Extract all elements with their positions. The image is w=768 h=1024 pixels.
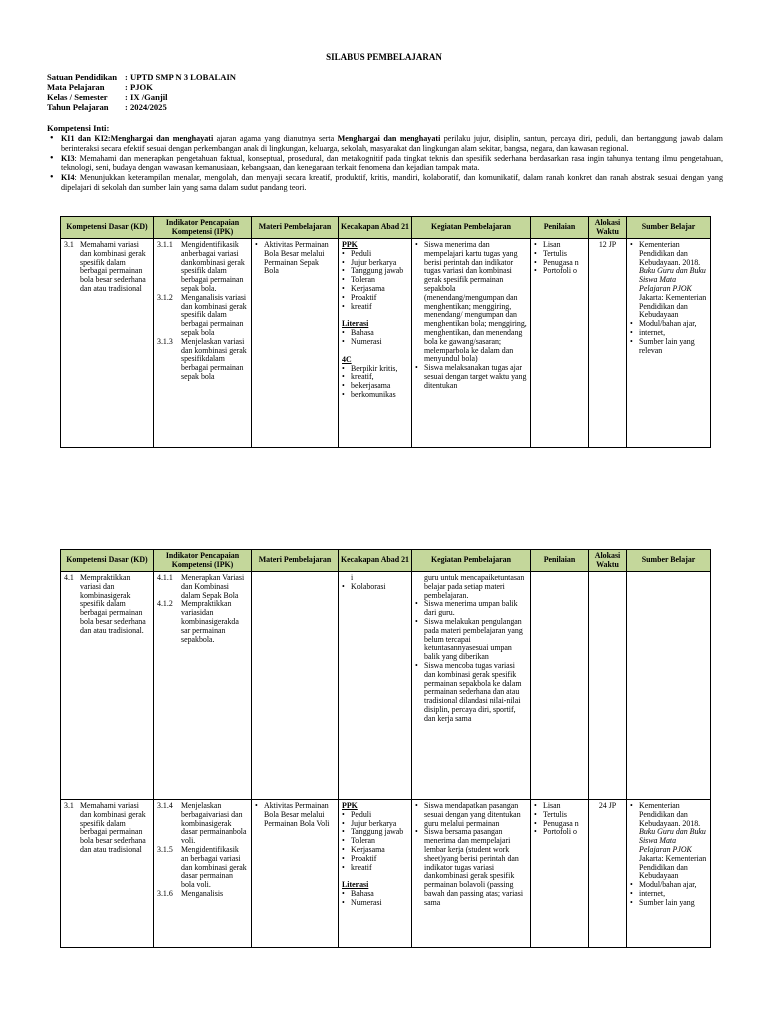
penilaian-item: • Portofoli o (534, 828, 585, 837)
ppk-item: • kreatif (342, 864, 408, 873)
sumber-item: • Modul/bahan ajar, (630, 881, 707, 890)
header-abad: Kecakapan Abad 21 (339, 550, 412, 572)
sumber-item: • internet, (630, 890, 707, 899)
header-penilaian: Penilaian (531, 217, 589, 239)
ppk-item: • Jujur berkarya (342, 820, 408, 829)
abad-item: • Kolaborasi (342, 583, 408, 592)
4c-item: • berkomunikas (342, 391, 408, 400)
ppk-heading: PPK (342, 240, 358, 249)
sumber-cell (627, 572, 711, 800)
materi-cell (252, 239, 339, 448)
sumber-text-a: Kementerian Pendidikan dan Kebudayaan. 2018. (639, 240, 701, 267)
class-label: Kelas / Semester (47, 92, 108, 102)
literasi-heading: Literasi (342, 319, 369, 329)
syllabus-table-1 (60, 216, 711, 448)
header-ipk: Indikator Pencapaian Kompetensi (IPK) (154, 217, 252, 239)
class-value: : IX /Ganjil (125, 92, 168, 102)
ipk-text: Mengidentifikasik anberbagai variasi dankombinasi gerak spesifik dalam berbagai permainan sepak bola. (181, 240, 245, 293)
sumber-item: • Sumber lain yang (630, 899, 707, 908)
materi-cell (252, 800, 339, 948)
ipk-text: Menjelaskan berbagaivariasi dan kombinasigerak dasar permainanbola voli. (181, 801, 247, 846)
school-label: Satuan Pendidikan (47, 72, 117, 82)
ki-item-3 (47, 154, 723, 174)
4c-item: • kreatif, (342, 373, 408, 382)
year-value: : 2024/2025 (125, 102, 167, 112)
ipk-number: 3.1.5 (157, 844, 173, 854)
sumber-cell (627, 239, 711, 448)
kegiatan-item: • Siswa menerima umpan balik dari guru. (415, 600, 527, 618)
page-title: SILABUS PEMBELAJARAN (326, 52, 442, 62)
penilaian-item: • Portofoli o (534, 267, 585, 276)
ki-item-1 (47, 134, 723, 154)
ppk-item: • Kerjasama (342, 846, 408, 855)
ipk-number: 3.1.1 (157, 240, 173, 249)
kegiatan-item: • Siswa mencoba tugas variasi dan kombinasi gerak spesifik permainan sepakbola ke dalam permainan sederhana dan atau tradisional dilandasi nilai-nilai disiplin, percaya diri, sportif, dan kerja sama (415, 662, 527, 724)
ki3-text: : Memahami dan menerapkan pengetahuan faktual, konseptual, prosedural, dan metakognitif pada tingkat teknis dan spesifik sederhana berdasarkan rasa ingin tahunya tentang ilmu pengetahuan, teknologi, seni, budaya dengan wawasan kemanusiaan, kebangsaan, dan kenegaraan terkait fenomena dan kejadian tampak mata. (61, 153, 723, 173)
materi-item: • Aktivitas Permainan Bola Besar melalui Permainan Sepak Bola (255, 241, 335, 276)
kegiatan-item: • Siswa bersama pasangan menerima dan mempelajari lembar kerja (student work sheet)yang berisi perintah dan indikator tugas variasi dankombinasi gerak spesifik permainan bolavoli (passing bawah dan passing atas; variasi sama (415, 828, 527, 907)
kegiatan-item: • Siswa menerima dan mempelajari kartu tugas yang berisi perintah dan indikator tugas variasi dan kombinasi gerak spesifik permainan sepakbola (menendang/mengumpan dan menghentikan; menggiring, menendang/ mengumpan dan menghentikan bola; menggiring, menghentikan, dan menendang bola ke gawang/sasaran; melemparbola ke dalam dan menyundul bola) (415, 241, 527, 364)
ki3-label: KI3 (61, 153, 75, 163)
materi-item: • Aktivitas Permainan Bola Besar melalui Permainan Bola Voli (255, 802, 335, 828)
abad-cell (339, 239, 412, 448)
header-materi: Materi Pembelajaran (252, 550, 339, 572)
subject-value: : PJOK (125, 82, 153, 92)
penilaian-item: • Lisan (534, 802, 585, 811)
literasi-item: • Bahasa (342, 890, 408, 899)
ppk-item: • Kerjasama (342, 285, 408, 294)
sumber-text-b: Buku Guru dan Buku Siswa Mata Pelajaran PJOK (639, 266, 706, 293)
ki1-text-1: :Menghargai dan menghayati (107, 134, 214, 143)
penilaian-item: • Tertulis (534, 811, 585, 820)
abad-continuation: i (351, 573, 354, 582)
ipk-text: Menganalisis variasi dan kombinasi gerak spesifik dalam berbagai permainan sepak bola (181, 292, 247, 337)
header-ipk: Indikator Pencapaian Kompetensi (IPK) (154, 550, 252, 572)
kegiatan-item: • Siswa mendapatkan pasangan sesuai dengan yang ditentukan guru melalui permainan (415, 802, 527, 828)
penilaian-item: • Tertulis (534, 250, 585, 259)
ppk-item: • Proaktif (342, 294, 408, 303)
ki4-label: KI4 (61, 173, 75, 183)
kegiatan-item: • Siswa melakukan pengulangan pada materi pembelajaran yang belum tercapai ketuntasannyasesuai umpan balik yang diberikan (415, 618, 527, 662)
table-row (61, 239, 711, 448)
sumber-text-a: Kementerian Pendidikan dan Kebudayaan. 2018. (639, 801, 701, 828)
ppk-item: • Peduli (342, 250, 408, 259)
ipk-cell (154, 572, 252, 800)
ppk-item: • kreatif (342, 303, 408, 312)
4c-item: • bekerjasama (342, 382, 408, 391)
ppk-item: • Jujur berkarya (342, 259, 408, 268)
header-abad: Kecakapan Abad 21 (339, 217, 412, 239)
ki1-text-2: ajaran agama yang dianutnya serta (213, 134, 338, 143)
ki-item-4 (47, 173, 723, 193)
ppk-item: • Peduli (342, 811, 408, 820)
ipk-text: Menganalisis (181, 888, 224, 898)
table-header-row (61, 217, 711, 239)
subject-label: Mata Pelajaran (47, 82, 105, 92)
ppk-heading: PPK (342, 801, 358, 810)
kegiatan-cell (412, 239, 531, 448)
literasi-heading: Literasi (342, 880, 369, 890)
header-kd: Kompetensi Dasar (KD) (61, 217, 154, 239)
header-materi: Materi Pembelajaran (252, 217, 339, 239)
table-header-row (61, 550, 711, 572)
school-value: : UPTD SMP N 3 LOBALAIN (125, 72, 237, 82)
syllabus-table-2 (60, 549, 711, 948)
kd-text: Memahami variasi dan kombinasi gerak spesifik dalam berbagai permainan bola besar sederhana dan atau tradisional (80, 240, 146, 293)
ipk-number: 3.1.6 (157, 888, 173, 898)
kd-cell (61, 239, 154, 448)
kd-number: 3.1 (64, 240, 74, 249)
alokasi-cell: 24 JP (589, 800, 627, 948)
kegiatan-cell (412, 572, 531, 800)
ppk-item: • Proaktif (342, 855, 408, 864)
kd-number: 4.1 (64, 573, 74, 582)
year-label: Tahun Pelajaran (47, 102, 109, 112)
ipk-text: Menjelaskan variasi dan kombinasi gerak spesifikdalam berbagai permainan sepak bola (181, 336, 247, 381)
ipk-number: 3.1.2 (157, 292, 173, 302)
alokasi-cell: 12 JP (589, 239, 627, 448)
identity-block (47, 72, 236, 112)
sumber-item (630, 802, 707, 881)
ipk-number: 4.1.2 (157, 599, 173, 609)
ki4-text: : Menunjukkan keterampilan menalar, mengolah, dan menyaji secara kreatif, produktif, kritis, mandiri, kolaboratif, dan komunikatif, dalam ranah konkret dan ranah abstrak sesuai dengan yang dipelajari di sekolah dan sumber lain yang sama dalam sudut pandang teori. (61, 173, 723, 192)
penilaian-cell (531, 572, 589, 800)
ppk-item: • Tanggung jawab (342, 267, 408, 276)
penilaian-item: • Lisan (534, 241, 585, 250)
ki1-text-3: Menghargai dan menghayati (337, 134, 441, 143)
sumber-item (630, 241, 707, 320)
header-kd: Kompetensi Dasar (KD) (61, 550, 154, 572)
ipk-number: 4.1.1 (157, 573, 173, 582)
penilaian-cell (531, 239, 589, 448)
header-alokasi: Alokasi Waktu (589, 550, 627, 572)
header-penilaian: Penilaian (531, 550, 589, 572)
header-kegiatan: Kegiatan Pembelajaran (412, 550, 531, 572)
kd-text: Mempraktikkan variasi dan kombinasigerak spesifik dalam berbagai permainan bola besar sederhana dan atau tradisional. (80, 573, 146, 635)
ppk-item: • Toleran (342, 276, 408, 285)
literasi-item: • Numerasi (342, 899, 408, 908)
penilaian-cell (531, 800, 589, 948)
ipk-text: Menerapkan Variasi dan Kombinasi dalam Sepak Bola (181, 573, 245, 600)
penilaian-item: • Penugasa n (534, 820, 585, 829)
sumber-text-b: Buku Guru dan Buku Siswa Mata Pelajaran PJOK (639, 827, 706, 854)
ppk-item: • Tanggung jawab (342, 828, 408, 837)
ipk-text: Mengidentifikasik an berbagai variasi dan kombinasi gerak dasar permainan bola voli. (181, 844, 247, 890)
4c-heading: 4C (342, 354, 352, 364)
kegiatan-cell (412, 800, 531, 948)
literasi-item: • Bahasa (342, 329, 408, 338)
kegiatan-item: • Siswa melaksanakan tugas ajar sesuai dengan target waktu yang ditentukan (415, 364, 527, 390)
abad-cell (339, 572, 412, 800)
ipk-cell (154, 239, 252, 448)
abad-cell (339, 800, 412, 948)
sumber-item: • Modul/bahan ajar, (630, 320, 707, 329)
sumber-text-c: Jakarta: Kementerian Pendidikan dan Kebudayaan (639, 853, 707, 881)
ki1-text-4: perilaku jujur, disiplin, santun, percaya diri, peduli, dan bertanggung jawab dalam berinteraksi secara efektif sesuai dengan perkembangan anak di lingkungan, keluarga, sekolah, masyarakat dan lingkungan alam sekitar, bangsa, negara, dan kawasan regional. (61, 134, 723, 153)
alokasi-cell (589, 572, 627, 800)
ipk-text: Mempraktikkan variasidan kombinasigerakda sar permainan sepakbola. (181, 599, 239, 644)
ipk-number: 3.1.3 (157, 336, 173, 346)
kd-cell (61, 572, 154, 800)
materi-cell (252, 572, 339, 800)
ipk-cell (154, 800, 252, 948)
header-sumber: Sumber Belajar (627, 217, 711, 239)
header-alokasi: Alokasi Waktu (589, 217, 627, 239)
sumber-item: • Sumber lain yang relevan (630, 338, 707, 356)
kegiatan-continuation: guru untuk mencapaiketuntasan belajar pada setiap materi pembelajaran. (424, 573, 525, 600)
table-row (61, 800, 711, 948)
4c-item: • Berpikir kritis, (342, 365, 408, 374)
ppk-item: • Toleran (342, 837, 408, 846)
kd-number: 3.1 (64, 801, 74, 810)
penilaian-item: • Penugasa n (534, 259, 585, 268)
table-row (61, 572, 711, 800)
sumber-item: • internet, (630, 329, 707, 338)
ki1-label: KI1 dan KI2 (61, 134, 108, 143)
ki-list (47, 134, 723, 193)
ipk-number: 3.1.4 (157, 801, 173, 810)
kd-cell (61, 800, 154, 948)
header-sumber: Sumber Belajar (627, 550, 711, 572)
kd-text: Memahami variasi dan kombinasi gerak spesifik dalam berbagai permainan bola besar sederhana dan atau tradisional (80, 801, 146, 854)
sumber-cell (627, 800, 711, 948)
ki-heading: Kompetensi Inti: (47, 123, 110, 133)
header-kegiatan: Kegiatan Pembelajaran (412, 217, 531, 239)
literasi-item: • Numerasi (342, 338, 408, 347)
sumber-text-c: Jakarta: Kementerian Pendidikan dan Kebudayaan (639, 292, 707, 320)
